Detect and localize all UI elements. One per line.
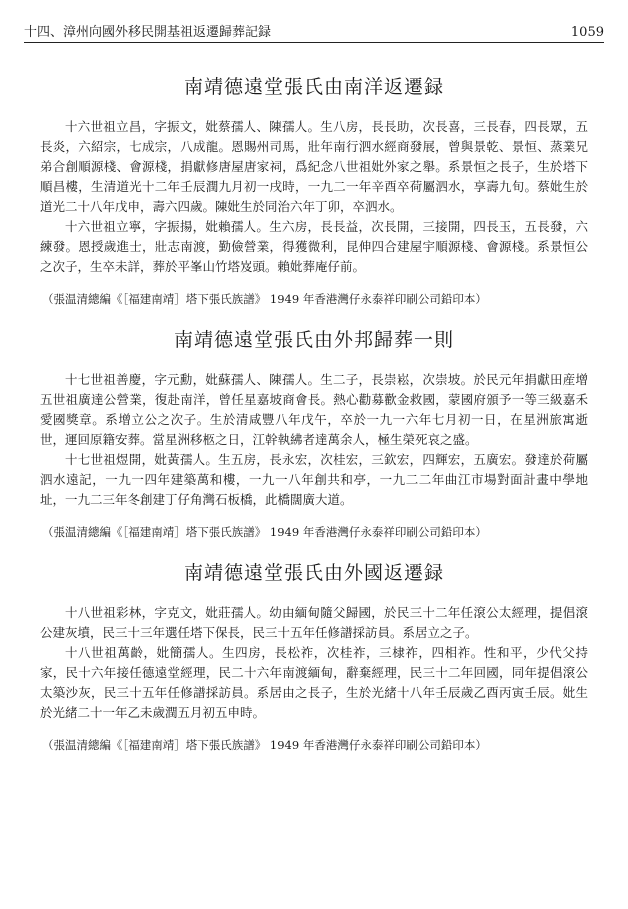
paragraph: 十八世祖萬齡，妣簡孺人。生四房，長松祚，次桂祚，三棣祚，四相祚。性和平，少代父持家，民十六年接任德遠堂經理，民二十六年南渡緬甸，辭棄經理，民三十二年回國，同年提倡滾公太築沙灰，民三十五年任修譜採訪員。系居由之長子，生於光緒十八年壬辰歲乙酉丙寅壬辰。妣生於光緒二十一年乙未歲潤五月初五申時。 (40, 645, 588, 720)
source-citation: （張温清總編《［福建南靖］塔下張氏族譜》 1949 年香港灣仔永泰祥印刷公司鉛印本） (42, 292, 487, 306)
section-title: 南靖德遠堂張氏由外邦歸葬一則 (173, 329, 454, 351)
source-citation: （張温清總編《［福建南靖］塔下張氏族譜》 1949 年香港灣仔永泰祥印刷公司鉛印本） (42, 525, 487, 539)
page-number: 1059 (570, 25, 604, 40)
section-title: 南靖德遠堂張氏由南洋返遷録 (183, 76, 444, 98)
paragraph: 十八世祖彩林，字克文，妣莊孺人。幼由緬甸隨父歸國，於民三十二年任滾公太經理，提倡滾公建灰墳，民三十三年選任塔下保長，民三十五年任修譜採訪員。系居立之子。 (40, 605, 588, 640)
section-foreign-burial (40, 325, 588, 540)
section-title: 南靖德遠堂張氏由外國返遷録 (183, 562, 444, 584)
page-body (40, 62, 588, 771)
paragraph: 十六世祖立昌，字振文，妣蔡孺人、陳孺人。生八房，長長助，次長喜，三長春，四長眾，五長炎，六紹宗，七成宗，八成龍。恩賜州司馬，壯年南行泗水經商發展，曾與景乾、景恒、蒸業兄弟合創順源棧、會源棧，捐獻修唐屋唐家祠，爲紀念八世祖妣外家之舉。系景恒之長子，生於塔下順昌樓，生清道光十二年壬辰潤九月初一戌時，一九二一年辛酉卒荷屬泗水，享壽九旬。蔡妣生於道光二十八年戊申，壽六四歲。陳妣生於同治六年丁卯，卒泗水。 (40, 119, 588, 214)
section-nanyang-return (40, 72, 588, 307)
header-rule (24, 42, 604, 43)
source-citation: （張温清總編《［福建南靖］塔下張氏族譜》 1949 年香港灣仔永泰祥印刷公司鉛印本） (42, 738, 487, 752)
paragraph: 十七世祖煜開，妣黃孺人。生五房，長永宏，次桂宏，三欽宏，四輝宏，五廣宏。發達於荷屬泗水遠記，一九一四年建築萬和樓，一九一八年創共和亭，一九二二年曲江市場對面計畫中學地址，一九二三年冬創建丁仔角灣石板橋，此橋闊廣大道。 (40, 452, 588, 507)
page-header (24, 14, 604, 40)
paragraph: 十七世祖善慶，字元勳，妣蘇孺人、陳孺人。生二子，長崇崧，次崇坡。於民元年捐獻田産增五世祖廣達公營業，復赴南洋，曾任星嘉坡商會長。熱心勸募歡金救國，蒙國府頒予一等三級嘉禾愛國獎章。系增立公之次子。生於清咸豐八年戊午，卒於一九一六年七月初一日，在星洲旅寓逝世，運回原籍安葬。當星洲移柩之日，江幹執紼者達萬余人，極生榮死哀之盛。 (40, 372, 588, 447)
running-title: 十四、漳州向國外移民開基祖返遷歸葬記録 (24, 25, 272, 40)
section-foreign-return (40, 558, 588, 753)
paragraph: 十六世祖立寧，字振揚，妣賴孺人。生六房，長長益，次長開，三接開，四長玉，五長發，六練發。恩授歲進士，壯志南渡，勤儉營業，得獲微利，昆伸四合建屋宇順源棧、會源棧。系景恒公之次子，生卒未詳，葬於平峯山竹塔岌頭。賴妣葬庵仔前。 (40, 219, 588, 274)
